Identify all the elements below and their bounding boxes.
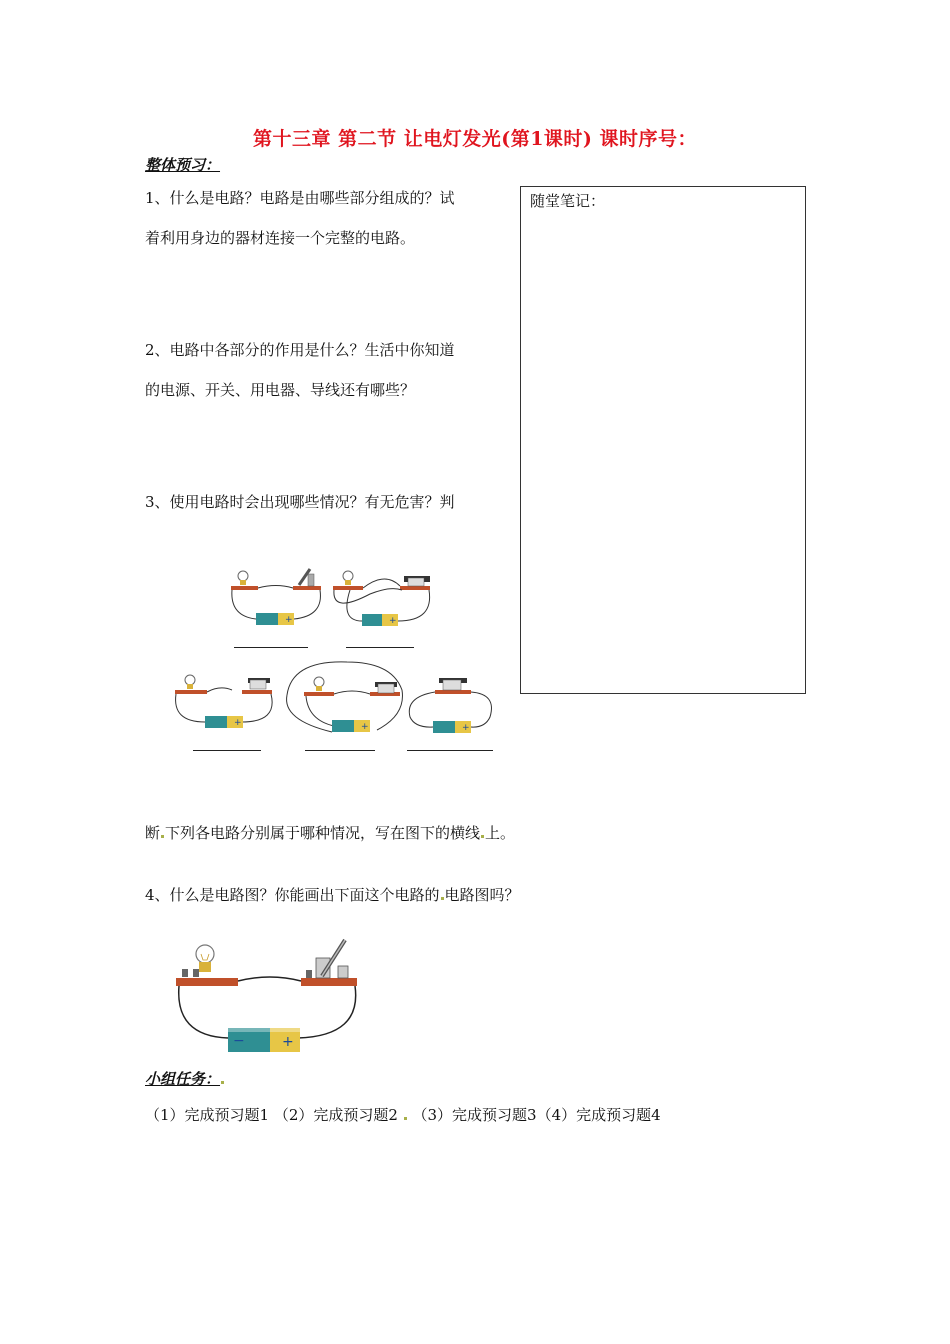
preview-heading: 整体预习： xyxy=(145,156,221,174)
answer-blank-1[interactable] xyxy=(234,647,308,648)
answer-blank-5[interactable] xyxy=(407,750,493,751)
svg-text:+: + xyxy=(462,723,470,733)
svg-text:+: + xyxy=(234,718,242,728)
dot-mark-icon xyxy=(404,1117,407,1120)
circuit-5-drawing xyxy=(409,678,491,733)
svg-text:+: + xyxy=(389,616,397,626)
circuit-3-drawing xyxy=(175,675,272,728)
dot-mark-icon xyxy=(161,835,164,838)
circuit-2-drawing xyxy=(333,571,430,626)
question-2-line-1: 2、电路中各部分的作用是什么？生活中你知道 xyxy=(145,341,455,359)
circuit-large-drawing xyxy=(176,940,357,1052)
circuit-diagram-1 xyxy=(228,566,328,634)
question-3-line-2 xyxy=(145,822,515,843)
group-task-items-1: （1）完成预习题1 （2）完成预习题2 xyxy=(145,1106,398,1124)
answer-blank-4[interactable] xyxy=(305,750,375,751)
group-task-heading xyxy=(145,1068,225,1089)
question-1-line-2: 着利用身边的器材连接一个完整的电路。 xyxy=(145,229,416,247)
group-task-list xyxy=(145,1104,661,1125)
svg-text:−: − xyxy=(233,1033,245,1049)
notes-label: 随堂笔记： xyxy=(530,192,606,210)
circuit-diagram-3 xyxy=(170,670,280,738)
page-title: 第十三章 第二节 让电灯发光(第1课时) 课时序号： xyxy=(252,128,698,150)
dot-mark-icon xyxy=(481,835,484,838)
answer-blank-2[interactable] xyxy=(346,647,414,648)
question-3-line-2-middle: 下列各电路分别属于哪种情况，写在图下的横线 xyxy=(165,824,481,842)
question-2-line-2: 的电源、开关、用电器、导线还有哪些？ xyxy=(145,381,416,399)
group-task-items-2: （3）完成预习题3（4）完成预习题4 xyxy=(412,1106,661,1124)
svg-text:+: + xyxy=(361,722,369,732)
question-3-line-2-start: 断 xyxy=(145,824,161,842)
circuit-diagram-4 xyxy=(282,660,407,740)
question-3-line-2-end: 上。 xyxy=(485,824,516,842)
question-4-end: 电路图吗？ xyxy=(444,886,520,904)
question-4 xyxy=(145,884,520,905)
circuit-diagram-2 xyxy=(330,566,435,634)
svg-text:+: + xyxy=(285,615,293,625)
question-4-start: 4、什么是电路图？你能画出下面这个电路的 xyxy=(145,886,440,904)
answer-blank-3[interactable] xyxy=(193,750,261,751)
circuit-1-drawing xyxy=(231,569,321,625)
circuit-diagram-5 xyxy=(405,672,500,740)
circuit-diagram-large xyxy=(170,936,365,1056)
circuit-4-drawing xyxy=(287,662,403,732)
dot-mark-icon xyxy=(441,897,444,900)
question-2 xyxy=(145,330,515,410)
svg-text:+: + xyxy=(282,1034,294,1050)
dot-mark-icon xyxy=(221,1081,224,1084)
question-3-line-1: 3、使用电路时会出现哪些情况？有无危害？判 xyxy=(145,493,455,511)
question-1 xyxy=(145,178,515,258)
question-1-line-1: 1、什么是电路？电路是由哪些部分组成的？试 xyxy=(145,189,455,207)
notes-box[interactable] xyxy=(520,186,806,694)
group-task-label: 小组任务： xyxy=(145,1070,221,1088)
